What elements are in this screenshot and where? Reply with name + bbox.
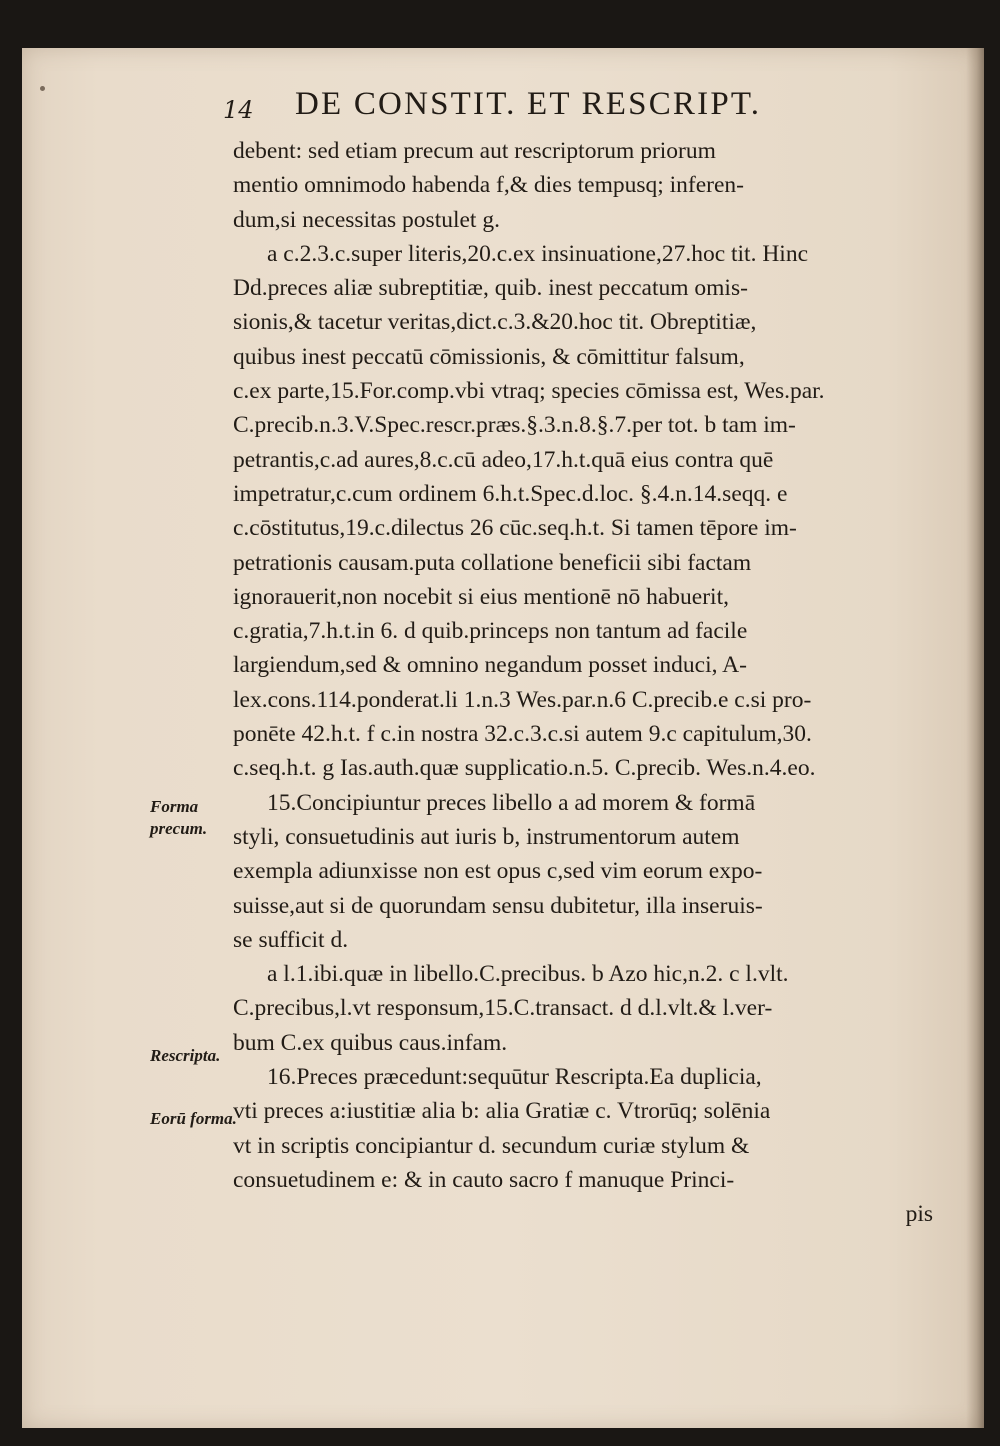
- text-line: debent: sed etiam precum aut rescriptorum priorum: [233, 138, 716, 164]
- text-line: c.gratia,7.h.t.in 6. d quib.princeps non tantum ad facile: [233, 618, 748, 645]
- text-line: Dd.preces aliæ subreptitiæ, quib. inest peccatum omis-: [233, 275, 748, 302]
- text-line: c.ex parte,15.For.comp.vbi vtraq; species cōmissa est, Wes.par.: [233, 378, 825, 405]
- page-header: [223, 86, 863, 130]
- text-line: lex.cons.114.ponderat.li 1.n.3 Wes.par.n.6 C.precib.e c.si pro-: [233, 686, 812, 713]
- page-number: 14: [223, 96, 254, 124]
- text-line: exempla adiunxisse non est opus c,sed vim eorum expo-: [233, 858, 763, 885]
- ink-spot: [40, 86, 45, 91]
- text-line: suisse,aut si de quorundam sensu dubitetur, illa inseruis-: [233, 892, 763, 919]
- text-line: bum C.ex quibus caus.infam.: [233, 1029, 508, 1056]
- text-line: ignorauerit,non nocebit si eius mentionē nō habuerit,: [233, 583, 729, 610]
- text-line: vt in scriptis concipiantur d. secundum curiæ stylum &: [233, 1132, 750, 1159]
- text-line: largiendum,sed & omnino negandum posset induci, A-: [233, 652, 747, 679]
- text-line: petrationis causam.puta collatione beneficii sibi factam: [233, 549, 752, 576]
- paragraph-15-start: 15.Concipiuntur preces libello a ad morem & formā: [267, 789, 756, 816]
- page-edge-shadow: [966, 48, 984, 1428]
- running-head: DE CONSTIT. ET RESCRIPT.: [295, 86, 762, 122]
- text-line: quibus inest peccatū cōmissionis, & cōmittitur falsum,: [233, 343, 745, 370]
- text-line: consuetudinem e: & in cauto sacro f manuque Princi-: [233, 1166, 735, 1193]
- footnote-line: a l.1.ibi.quæ in libello.C.precibus. b Azo hic,n.2. c l.vlt.: [267, 961, 789, 988]
- text-line: se sufficit d.: [233, 926, 349, 953]
- text-line: petrantis,c.ad aures,8.c.cū adeo,17.h.t.quā eius contra quē: [233, 446, 774, 473]
- catchword: pis: [905, 1201, 933, 1228]
- text-line: dum,si necessitas postulet g.: [233, 206, 500, 233]
- text-line: c.cōstitutus,19.c.dilectus 26 cūc.seq.h.t. Si tamen tēpore im-: [233, 515, 797, 542]
- text-line: c.seq.h.t. g Ias.auth.quæ supplicatio.n.5. C.precib. Wes.n.4.eo.: [233, 755, 816, 782]
- text-line: vti preces a:iustitiæ alia b: alia Gratiæ c. Vtrorūq; solēnia: [233, 1098, 771, 1125]
- footnote-line: a c.2.3.c.super literis,20.c.ex insinuatione,27.hoc tit. Hinc: [267, 240, 809, 267]
- text-line: mentio omnimodo habenda f,& dies tempusq; inferen-: [233, 172, 745, 199]
- text-line: impetratur,c.cum ordinem 6.h.t.Spec.d.loc. §.4.n.14.seqq. e: [233, 480, 788, 507]
- margin-note-rescripta: Rescripta.: [150, 1046, 221, 1065]
- paragraph-16-start: 16.Preces præcedunt:sequūtur Rescripta.Ea duplicia,: [267, 1064, 762, 1091]
- margin-note-forma-precum: Forma precum.: [150, 797, 208, 838]
- text-line: C.precib.n.3.V.Spec.rescr.præs.§.3.n.8.§.7.per tot. b tam im-: [233, 412, 796, 439]
- text-line: sionis,& tacetur veritas,dict.c.3.&20.hoc tit. Obreptitiæ,: [233, 309, 757, 336]
- text-line: styli, consuetudinis aut iuris b, instrumentorum autem: [233, 823, 740, 850]
- body-text: [233, 134, 933, 1232]
- margin-note-eorum-forma: Eorū forma.: [150, 1109, 237, 1128]
- text-line: C.precibus,l.vt responsum,15.C.transact. d d.l.vlt.& l.ver-: [233, 995, 773, 1022]
- text-line: ponēte 42.h.t. f c.in nostra 32.c.3.c.si autem 9.c capitulum,30.: [233, 721, 812, 748]
